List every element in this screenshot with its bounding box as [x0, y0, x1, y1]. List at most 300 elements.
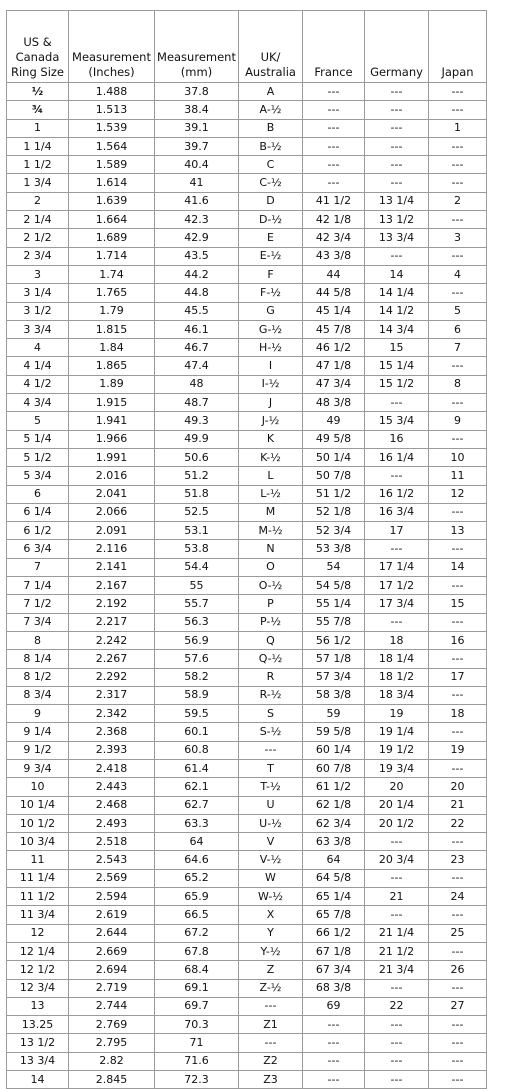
cell-uk-australia: O	[239, 558, 303, 576]
cell-japan: 14	[429, 558, 487, 576]
cell-mm: 48	[155, 375, 239, 393]
cell-mm: 56.3	[155, 613, 239, 631]
table-row	[7, 814, 487, 832]
table-row	[7, 778, 487, 796]
cell-japan: 15	[429, 595, 487, 613]
table-row	[7, 265, 487, 283]
cell-germany: ---	[365, 394, 429, 412]
cell-mm: 69.1	[155, 979, 239, 997]
cell-uk-australia: E	[239, 229, 303, 247]
cell-us-size: 5 1/2	[7, 448, 69, 466]
cell-uk-australia: ---	[239, 741, 303, 759]
cell-inches: 2.795	[69, 1034, 155, 1052]
cell-japan: ---	[429, 137, 487, 155]
cell-uk-australia: ---	[239, 997, 303, 1015]
cell-france: ---	[303, 156, 365, 174]
cell-us-size: 2 1/2	[7, 229, 69, 247]
cell-france: 59	[303, 705, 365, 723]
cell-uk-australia: J-½	[239, 412, 303, 430]
cell-inches: 1.74	[69, 265, 155, 283]
cell-france: 54	[303, 558, 365, 576]
cell-germany: 18	[365, 631, 429, 649]
cell-mm: 58.2	[155, 668, 239, 686]
cell-mm: 47.4	[155, 357, 239, 375]
table-row	[7, 522, 487, 540]
cell-mm: 62.1	[155, 778, 239, 796]
table-row	[7, 997, 487, 1015]
cell-inches: 2.267	[69, 650, 155, 668]
cell-us-size: 6 1/2	[7, 522, 69, 540]
cell-inches: 2.393	[69, 741, 155, 759]
cell-france: ---	[303, 101, 365, 119]
cell-inches: 2.493	[69, 814, 155, 832]
cell-mm: 53.1	[155, 522, 239, 540]
cell-inches: 1.564	[69, 137, 155, 155]
cell-inches: 1.714	[69, 247, 155, 265]
cell-france: 50 1/4	[303, 448, 365, 466]
cell-germany: ---	[365, 467, 429, 485]
cell-mm: 60.8	[155, 741, 239, 759]
table-row	[7, 412, 487, 430]
cell-us-size: 13 1/2	[7, 1034, 69, 1052]
cell-mm: 38.4	[155, 101, 239, 119]
cell-uk-australia: H-½	[239, 339, 303, 357]
cell-us-size: 4	[7, 339, 69, 357]
cell-japan: 7	[429, 339, 487, 357]
cell-mm: 39.1	[155, 119, 239, 137]
cell-france: 52 3/4	[303, 522, 365, 540]
cell-germany: 17 1/2	[365, 577, 429, 595]
cell-uk-australia: O-½	[239, 577, 303, 595]
cell-japan: 23	[429, 851, 487, 869]
cell-inches: 2.82	[69, 1052, 155, 1070]
cell-us-size: 1 1/4	[7, 137, 69, 155]
cell-germany: ---	[365, 1071, 429, 1089]
cell-france: 63 3/8	[303, 833, 365, 851]
table-row	[7, 942, 487, 960]
cell-uk-australia: M-½	[239, 522, 303, 540]
cell-us-size: 11 1/4	[7, 869, 69, 887]
cell-germany: 14	[365, 265, 429, 283]
cell-mm: 45.5	[155, 302, 239, 320]
cell-france: ---	[303, 1052, 365, 1070]
cell-mm: 65.2	[155, 869, 239, 887]
cell-japan: 22	[429, 814, 487, 832]
cell-germany: ---	[365, 119, 429, 137]
cell-inches: 2.644	[69, 924, 155, 942]
cell-us-size: 4 3/4	[7, 394, 69, 412]
cell-germany: ---	[365, 174, 429, 192]
cell-uk-australia: A-½	[239, 101, 303, 119]
table-row	[7, 467, 487, 485]
cell-us-size: ½	[7, 83, 69, 101]
cell-inches: 2.066	[69, 503, 155, 521]
header-line: Canada	[15, 50, 60, 64]
cell-uk-australia: F	[239, 265, 303, 283]
cell-japan: 6	[429, 320, 487, 338]
cell-japan: 3	[429, 229, 487, 247]
cell-inches: 2.594	[69, 888, 155, 906]
cell-inches: 2.418	[69, 759, 155, 777]
header-line: (Inches)	[88, 65, 135, 79]
table-row	[7, 83, 487, 101]
cell-japan: ---	[429, 759, 487, 777]
cell-mm: 39.7	[155, 137, 239, 155]
header-line: US &	[23, 35, 52, 49]
cell-us-size: 2 1/4	[7, 211, 69, 229]
cell-japan: ---	[429, 394, 487, 412]
cell-france: 58 3/8	[303, 686, 365, 704]
cell-us-size: 13 3/4	[7, 1052, 69, 1070]
cell-inches: 1.79	[69, 302, 155, 320]
cell-mm: 42.9	[155, 229, 239, 247]
cell-uk-australia: S	[239, 705, 303, 723]
cell-mm: 71.6	[155, 1052, 239, 1070]
cell-us-size: 6	[7, 485, 69, 503]
cell-japan: 25	[429, 924, 487, 942]
cell-germany: 19 3/4	[365, 759, 429, 777]
cell-uk-australia: P	[239, 595, 303, 613]
cell-france: ---	[303, 1071, 365, 1089]
table-row	[7, 119, 487, 137]
cell-japan: 17	[429, 668, 487, 686]
header-inches	[69, 11, 155, 83]
table-row	[7, 357, 487, 375]
cell-germany: 15 3/4	[365, 412, 429, 430]
cell-mm: 48.7	[155, 394, 239, 412]
cell-france: 41 1/2	[303, 192, 365, 210]
cell-us-size: 3	[7, 265, 69, 283]
table-row	[7, 961, 487, 979]
cell-france: 60 7/8	[303, 759, 365, 777]
cell-us-size: 6 1/4	[7, 503, 69, 521]
cell-france: 52 1/8	[303, 503, 365, 521]
cell-uk-australia: B-½	[239, 137, 303, 155]
cell-mm: 37.8	[155, 83, 239, 101]
cell-us-size: 8 1/2	[7, 668, 69, 686]
cell-uk-australia: A	[239, 83, 303, 101]
cell-inches: 2.569	[69, 869, 155, 887]
table-row	[7, 1052, 487, 1070]
cell-us-size: 2	[7, 192, 69, 210]
table-body	[7, 83, 487, 1089]
cell-us-size: 11 1/2	[7, 888, 69, 906]
table-row	[7, 302, 487, 320]
cell-germany: 19 1/2	[365, 741, 429, 759]
cell-inches: 2.518	[69, 833, 155, 851]
cell-inches: 1.941	[69, 412, 155, 430]
cell-mm: 55.7	[155, 595, 239, 613]
cell-france: 43 3/8	[303, 247, 365, 265]
cell-mm: 62.7	[155, 796, 239, 814]
cell-germany: ---	[365, 869, 429, 887]
cell-us-size: 10 1/4	[7, 796, 69, 814]
cell-france: 49 5/8	[303, 430, 365, 448]
cell-germany: 16 3/4	[365, 503, 429, 521]
table-row	[7, 650, 487, 668]
cell-germany: ---	[365, 833, 429, 851]
header-line: Measurement	[72, 50, 151, 64]
cell-us-size: 11	[7, 851, 69, 869]
table-row	[7, 869, 487, 887]
cell-mm: 54.4	[155, 558, 239, 576]
cell-inches: 2.619	[69, 906, 155, 924]
cell-us-size: 1	[7, 119, 69, 137]
cell-germany: ---	[365, 1016, 429, 1034]
cell-mm: 71	[155, 1034, 239, 1052]
cell-us-size: 9 1/4	[7, 723, 69, 741]
cell-mm: 59.5	[155, 705, 239, 723]
cell-inches: 2.368	[69, 723, 155, 741]
cell-us-size: 1 3/4	[7, 174, 69, 192]
cell-inches: 2.468	[69, 796, 155, 814]
cell-inches: 1.664	[69, 211, 155, 229]
header-line: Japan	[441, 65, 474, 79]
table-row	[7, 888, 487, 906]
cell-france: 56 1/2	[303, 631, 365, 649]
table-row	[7, 906, 487, 924]
cell-mm: 46.1	[155, 320, 239, 338]
table-row	[7, 101, 487, 119]
cell-france: 62 3/4	[303, 814, 365, 832]
cell-france: 57 3/4	[303, 668, 365, 686]
cell-mm: 53.8	[155, 540, 239, 558]
header-germany	[365, 11, 429, 83]
cell-uk-australia: Q	[239, 631, 303, 649]
table-row	[7, 1034, 487, 1052]
cell-inches: 2.041	[69, 485, 155, 503]
cell-uk-australia: C-½	[239, 174, 303, 192]
cell-japan: 26	[429, 961, 487, 979]
table-row	[7, 448, 487, 466]
cell-germany: 21 1/4	[365, 924, 429, 942]
cell-japan: ---	[429, 577, 487, 595]
table-row	[7, 979, 487, 997]
cell-germany: 20	[365, 778, 429, 796]
cell-japan: ---	[429, 174, 487, 192]
cell-germany: 20 3/4	[365, 851, 429, 869]
cell-mm: 67.2	[155, 924, 239, 942]
cell-mm: 68.4	[155, 961, 239, 979]
cell-uk-australia: M	[239, 503, 303, 521]
cell-japan: ---	[429, 540, 487, 558]
cell-mm: 66.5	[155, 906, 239, 924]
header-mm	[155, 11, 239, 83]
cell-japan: ---	[429, 686, 487, 704]
cell-japan: 27	[429, 997, 487, 1015]
cell-uk-australia: J	[239, 394, 303, 412]
cell-uk-australia: K	[239, 430, 303, 448]
cell-japan: 12	[429, 485, 487, 503]
cell-uk-australia: Z1	[239, 1016, 303, 1034]
cell-inches: 2.242	[69, 631, 155, 649]
cell-uk-australia: X	[239, 906, 303, 924]
cell-uk-australia: R	[239, 668, 303, 686]
table-row	[7, 540, 487, 558]
cell-uk-australia: D-½	[239, 211, 303, 229]
cell-japan: ---	[429, 1034, 487, 1052]
cell-mm: 41.6	[155, 192, 239, 210]
cell-mm: 49.3	[155, 412, 239, 430]
cell-us-size: 9	[7, 705, 69, 723]
cell-france: 64 5/8	[303, 869, 365, 887]
cell-japan: 5	[429, 302, 487, 320]
table-row	[7, 577, 487, 595]
cell-france: 67 3/4	[303, 961, 365, 979]
table-row	[7, 1071, 487, 1089]
cell-france: 46 1/2	[303, 339, 365, 357]
cell-france: 45 7/8	[303, 320, 365, 338]
cell-uk-australia: V-½	[239, 851, 303, 869]
cell-inches: 1.765	[69, 284, 155, 302]
cell-japan: ---	[429, 906, 487, 924]
cell-inches: 1.614	[69, 174, 155, 192]
cell-uk-australia: ---	[239, 1034, 303, 1052]
cell-inches: 1.689	[69, 229, 155, 247]
cell-inches: 2.116	[69, 540, 155, 558]
header-france	[303, 11, 365, 83]
cell-france: 48 3/8	[303, 394, 365, 412]
table-row	[7, 796, 487, 814]
cell-france: 47 3/4	[303, 375, 365, 393]
header-japan	[429, 11, 487, 83]
table-row	[7, 851, 487, 869]
cell-mm: 60.1	[155, 723, 239, 741]
cell-inches: 2.141	[69, 558, 155, 576]
cell-us-size: 8 3/4	[7, 686, 69, 704]
cell-inches: 2.694	[69, 961, 155, 979]
cell-japan: 9	[429, 412, 487, 430]
cell-inches: 1.639	[69, 192, 155, 210]
cell-japan: 2	[429, 192, 487, 210]
cell-germany: 17 1/4	[365, 558, 429, 576]
cell-us-size: 3 1/4	[7, 284, 69, 302]
cell-france: 44 5/8	[303, 284, 365, 302]
ring-size-table	[6, 10, 487, 1089]
cell-france: 66 1/2	[303, 924, 365, 942]
cell-france: 65 1/4	[303, 888, 365, 906]
cell-japan: ---	[429, 101, 487, 119]
table-row	[7, 924, 487, 942]
cell-inches: 2.342	[69, 705, 155, 723]
cell-france: 47 1/8	[303, 357, 365, 375]
table-row	[7, 595, 487, 613]
cell-france: 67 1/8	[303, 942, 365, 960]
cell-inches: 2.669	[69, 942, 155, 960]
cell-japan: 1	[429, 119, 487, 137]
cell-germany: ---	[365, 1034, 429, 1052]
cell-japan: 20	[429, 778, 487, 796]
cell-germany: 22	[365, 997, 429, 1015]
cell-uk-australia: L	[239, 467, 303, 485]
cell-japan: 4	[429, 265, 487, 283]
cell-germany: 17	[365, 522, 429, 540]
cell-us-size: 8	[7, 631, 69, 649]
cell-us-size: 5	[7, 412, 69, 430]
cell-france: ---	[303, 137, 365, 155]
cell-us-size: 13	[7, 997, 69, 1015]
cell-us-size: 5 1/4	[7, 430, 69, 448]
cell-us-size: 3 1/2	[7, 302, 69, 320]
cell-inches: 2.192	[69, 595, 155, 613]
cell-germany: 21 3/4	[365, 961, 429, 979]
cell-us-size: 4 1/4	[7, 357, 69, 375]
cell-uk-australia: F-½	[239, 284, 303, 302]
cell-mm: 51.2	[155, 467, 239, 485]
cell-uk-australia: Z-½	[239, 979, 303, 997]
cell-mm: 70.3	[155, 1016, 239, 1034]
cell-france: ---	[303, 1016, 365, 1034]
cell-us-size: 10 1/2	[7, 814, 69, 832]
cell-france: 60 1/4	[303, 741, 365, 759]
table-row	[7, 759, 487, 777]
cell-germany: 16	[365, 430, 429, 448]
table-row	[7, 137, 487, 155]
cell-mm: 64.6	[155, 851, 239, 869]
cell-france: 68 3/8	[303, 979, 365, 997]
cell-france: 65 7/8	[303, 906, 365, 924]
cell-us-size: 8 1/4	[7, 650, 69, 668]
cell-japan: 16	[429, 631, 487, 649]
cell-us-size: 7 3/4	[7, 613, 69, 631]
cell-uk-australia: B	[239, 119, 303, 137]
cell-inches: 1.915	[69, 394, 155, 412]
cell-uk-australia: T	[239, 759, 303, 777]
cell-mm: 52.5	[155, 503, 239, 521]
cell-germany: 17 3/4	[365, 595, 429, 613]
cell-uk-australia: Y	[239, 924, 303, 942]
cell-france: ---	[303, 174, 365, 192]
cell-us-size: 9 1/2	[7, 741, 69, 759]
cell-japan: ---	[429, 503, 487, 521]
cell-germany: 15	[365, 339, 429, 357]
cell-uk-australia: L-½	[239, 485, 303, 503]
cell-france: 50 7/8	[303, 467, 365, 485]
header-line: Measurement	[157, 50, 236, 64]
table-row	[7, 430, 487, 448]
cell-uk-australia: D	[239, 192, 303, 210]
table-row	[7, 174, 487, 192]
cell-germany: ---	[365, 1052, 429, 1070]
cell-mm: 63.3	[155, 814, 239, 832]
cell-us-size: 12 1/4	[7, 942, 69, 960]
cell-germany: 16 1/2	[365, 485, 429, 503]
cell-japan: ---	[429, 1052, 487, 1070]
cell-uk-australia: Z3	[239, 1071, 303, 1089]
cell-japan: ---	[429, 1016, 487, 1034]
table-row	[7, 1016, 487, 1034]
cell-japan: 10	[429, 448, 487, 466]
cell-germany: 16 1/4	[365, 448, 429, 466]
table-row	[7, 156, 487, 174]
cell-japan: ---	[429, 723, 487, 741]
cell-germany: 14 1/4	[365, 284, 429, 302]
cell-us-size: 5 3/4	[7, 467, 69, 485]
cell-japan: ---	[429, 247, 487, 265]
cell-france: 53 3/8	[303, 540, 365, 558]
cell-germany: 18 3/4	[365, 686, 429, 704]
header-uk-australia	[239, 11, 303, 83]
table-row	[7, 613, 487, 631]
cell-inches: 2.443	[69, 778, 155, 796]
cell-inches: 1.513	[69, 101, 155, 119]
cell-germany: 18 1/2	[365, 668, 429, 686]
table-row	[7, 741, 487, 759]
cell-france: 44	[303, 265, 365, 283]
cell-uk-australia: U	[239, 796, 303, 814]
cell-france: 55 7/8	[303, 613, 365, 631]
cell-mm: 44.2	[155, 265, 239, 283]
